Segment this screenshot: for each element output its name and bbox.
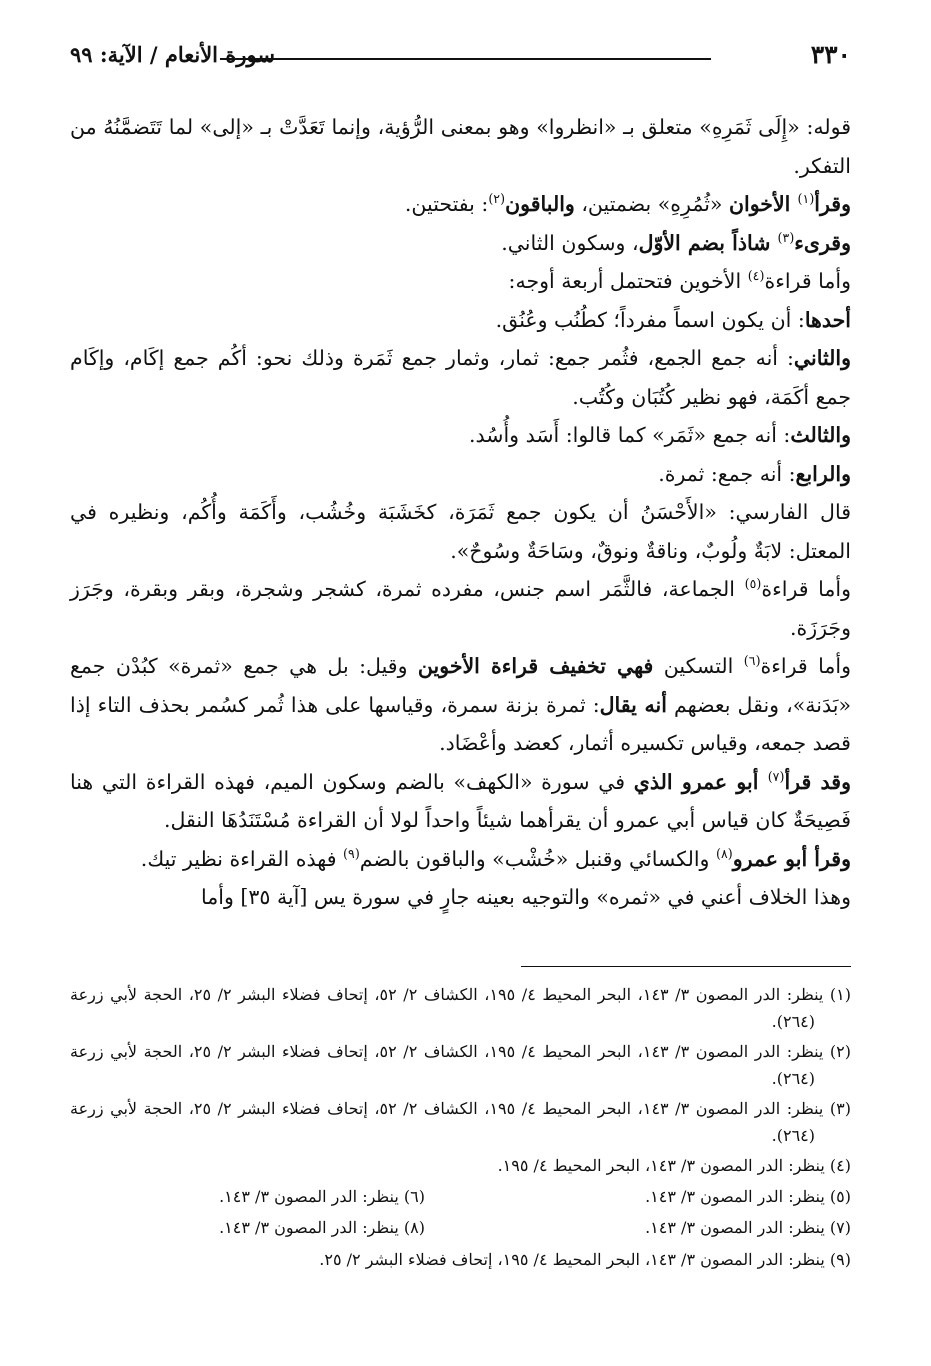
paragraph [70, 570, 851, 647]
footnotes [70, 982, 851, 1277]
paragraph-text: وقيل: بل هي جمع «ثمرة» كبُدْن جمع «بَدَنة»، ونقل بعضهم [70, 654, 851, 717]
paragraph [70, 224, 851, 263]
footnote: (٧) ينظر: الدر المصون ٣/ ١٤٣. [645, 1218, 851, 1237]
footnote: (٦) ينظر: الدر المصون ٣/ ١٤٣. [219, 1186, 425, 1206]
page-header [70, 40, 851, 76]
paragraph [70, 108, 851, 185]
footnote-ref[interactable]: (٧) [767, 768, 785, 784]
footnote-ref[interactable]: (٣) [777, 229, 795, 245]
footnote-ref[interactable]: (٦) [743, 653, 761, 669]
header-rule [220, 58, 711, 60]
paragraph [70, 763, 851, 840]
paragraph [70, 455, 851, 494]
paragraph-text: الأخوين فتحتمل أربعة أوجه: [508, 269, 748, 293]
bold-term: وقرىء [794, 230, 851, 255]
paragraph-text: : أنه جمع الجمع، فثُمر جمع: ثمار، وثمار جمع ثَمَرة وذلك نحو: أكُم جمع إكَام، وإكَام جمع أكَمَة، فهو نظير كُتُبَان وكُتُب. [70, 346, 851, 409]
paragraph-text: : ثمرة بزنة سمرة، وقياسها على هذا ثُمر كسُمر بحذف التاء إذا قصد جمعه، وقياس تكسيره أثمار، كعضد وأعْضَاد. [70, 692, 851, 755]
bold-term: أبو عمرو الذي [633, 769, 768, 794]
footnote-ref[interactable]: (١) [797, 191, 815, 207]
footnote-row [70, 1215, 851, 1242]
bold-term: أحدها [804, 307, 851, 332]
paragraph [70, 339, 851, 416]
paragraph-text: في سورة «الكهف» بالضم وسكون الميم، فهذه القراءة التي هنا فَصِيحَةٌ كان قياس أبي عمرو أن يقرأهما شيئاً واحداً لولا أن القراءة مُسْتَنَدُهَا النقل. [70, 769, 851, 832]
footnote-separator [521, 966, 851, 967]
paragraph-text: : أنه جمع «ثَمَر» كما قالوا: أَسَد وأُسُد. [469, 423, 791, 447]
footnote-ref[interactable]: (٢) [488, 191, 506, 207]
running-title: سورة الأنعام / الآية: ٩٩ [70, 42, 275, 67]
footnote: (٣) ينظر: الدر المصون ٣/ ١٤٣، البحر المحيط ٤/ ١٩٥، الكشاف ٢/ ٥٢، إتحاف فضلاء البشر ٢/ ٢٥، الحجة لأبي زرعة (٢٦٤). [70, 1099, 852, 1145]
paragraph [70, 878, 851, 917]
paragraph-text: وأما قراءة [761, 577, 851, 601]
footnote: (٤) ينظر: الدر المصون ٣/ ١٤٣، البحر المحيط ٤/ ١٩٥. [497, 1156, 851, 1175]
bold-term: وقرأ أبو عمرو [732, 846, 851, 871]
paragraph [70, 840, 851, 879]
footnote-ref[interactable]: (٩) [343, 845, 360, 861]
main-text [70, 108, 851, 917]
paragraph-text: فهذه القراءة نظير تيك. [140, 846, 344, 871]
paragraph [70, 416, 851, 455]
bold-term: والرابع [795, 461, 851, 486]
paragraph-text: وهذا الخلاف أعني في «ثمره» والتوجيه بعينه جارٍ في سورة يس [آية ٣٥] وأما [201, 885, 851, 909]
paragraph-text: قوله: «إِلَى ثَمَرِهِ» متعلق بـ «انظروا» وهو بمعنى الرُّؤية، وإنما تَعَدَّتْ بـ «إلى» لما تَتَضمَّنُهُ من التفكر. [70, 115, 851, 178]
footnote: (٢) ينظر: الدر المصون ٣/ ١٤٣، البحر المحيط ٤/ ١٩٥، الكشاف ٢/ ٥٢، إتحاف فضلاء البشر ٢/ ٢٥، الحجة لأبي زرعة (٢٦٤). [70, 1042, 852, 1088]
footnote: (٥) ينظر: الدر المصون ٣/ ١٤٣. [645, 1186, 851, 1206]
bold-term: أنه يقال [599, 692, 667, 717]
bold-term: وقد قرأ [784, 769, 852, 794]
paragraph-text: التسكين [653, 654, 744, 678]
footnote: (٩) ينظر: الدر المصون ٣/ ١٤٣، البحر المحيط ٤/ ١٩٥، إتحاف فضلاء البشر ٢/ ٢٥. [319, 1249, 851, 1269]
footnote-ref[interactable]: (٤) [747, 268, 765, 284]
footnote-ref[interactable]: (٥) [744, 576, 762, 592]
bold-term: والثالث [790, 423, 851, 447]
bold-term: الأخوان [728, 192, 798, 216]
bold-term: شاذاً بضم الأوّل [638, 230, 778, 255]
paragraph [70, 185, 851, 224]
bold-term: وقرأ [814, 192, 851, 216]
paragraph-text: قال الفارسي: «الأَحْسَنُ أن يكون جمع ثَمَرَة، كخَشَبَة وخُشُب، وأَكَمَة وأُكُم، ونظيره في المعتل: لابَةٌ ولُوبٌ، وناقةٌ ونوقٌ، وسَاحَةٌ وسُوحٌ». [70, 500, 851, 563]
paragraph [70, 301, 851, 340]
paragraph-text: وأما قراءة [764, 269, 851, 293]
paragraph-text: ، وسكون الثاني. [501, 230, 639, 255]
paragraph-text: «ثُمُرِهِ» بضمتين، [574, 192, 729, 216]
paragraph [70, 493, 851, 570]
paragraph-text: وأما قراءة [760, 654, 852, 678]
paragraph-text: : بفتحتين. [404, 192, 489, 216]
bold-term: والثاني [793, 346, 851, 370]
paragraph-text: الجماعة، فالثَّمَر اسم جنس، مفرده ثمرة، كشجر وشجرة، وبقر وبقرة، وجَرَز وجَرَزَة. [70, 577, 851, 640]
bold-term: فهي تخفيف قراءة الأخوين [417, 654, 654, 678]
paragraph [70, 647, 851, 763]
footnote: (١) ينظر: الدر المصون ٣/ ١٤٣، البحر المحيط ٤/ ١٩٥، الكشاف ٢/ ٥٢، إتحاف فضلاء البشر ٢/ ٢٥، الحجة لأبي زرعة (٢٦٤). [70, 985, 852, 1031]
footnote: (٨) ينظر: الدر المصون ٣/ ١٤٣. [219, 1218, 425, 1237]
bold-term: والباقون [505, 192, 575, 216]
paragraph-text: : أن يكون اسماً مفرداً؛ كطُنُب وعُنُق. [495, 307, 805, 332]
paragraph [70, 262, 851, 301]
paragraph-text: والكسائي وقنبل «خُشْب» والباقون بالضم [359, 846, 716, 871]
footnote-row [70, 1184, 851, 1211]
footnote-ref[interactable]: (٨) [715, 845, 733, 861]
page-number: ٣٣٠ [810, 40, 851, 69]
paragraph-text: : أنه جمع: ثمرة. [658, 461, 796, 486]
